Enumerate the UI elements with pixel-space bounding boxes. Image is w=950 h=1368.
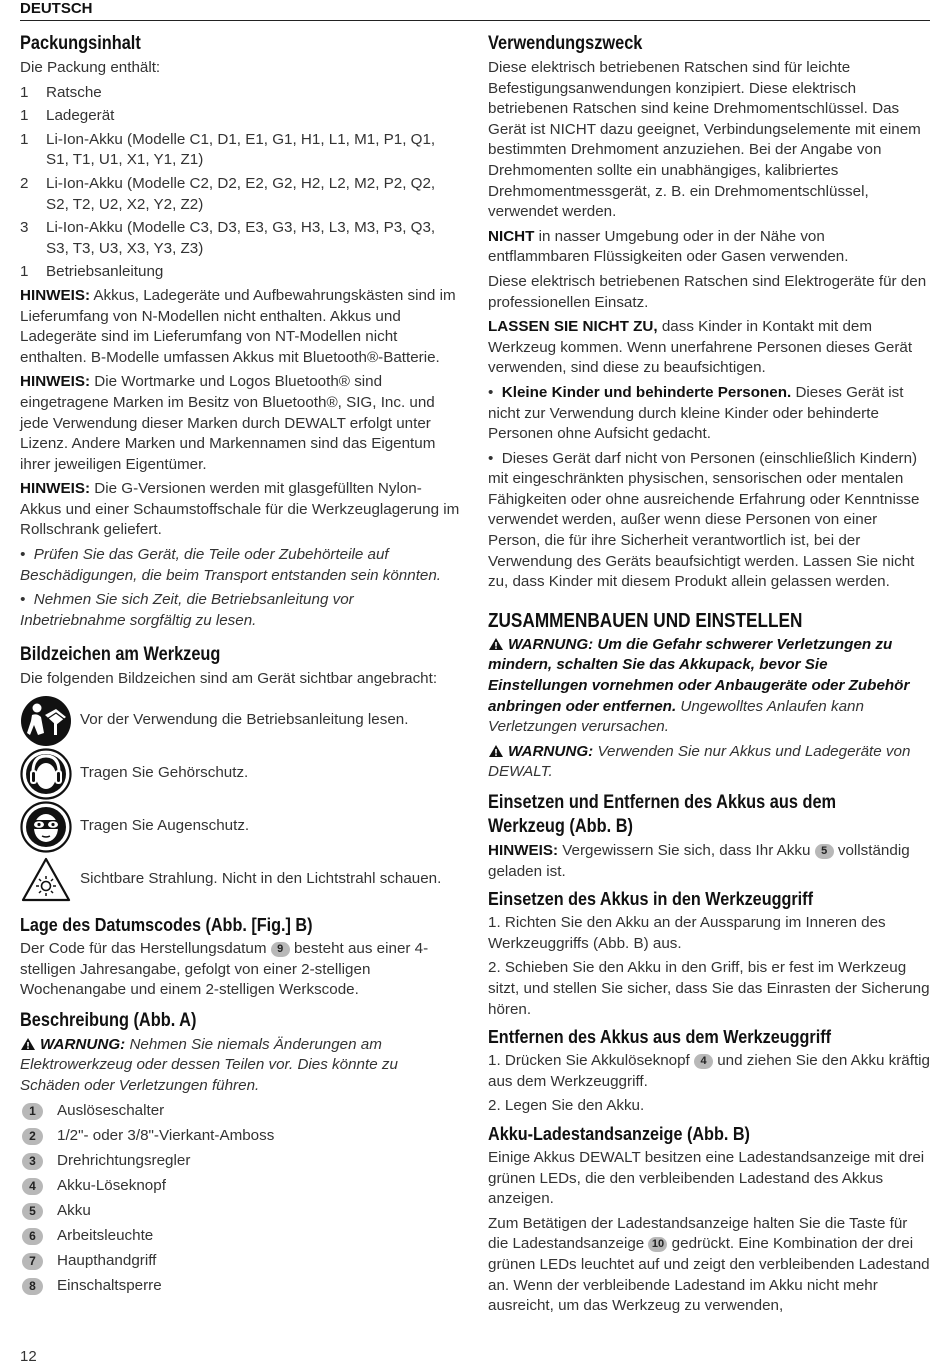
pack-qty: 1	[20, 263, 29, 281]
note-text-a: Vergewissern Sie sich, dass Ihr Akku	[558, 842, 815, 859]
usage-b1-text: Dieses Gerät ist nicht zur Verwendung durch kleine Kinder oder behinderte Personen ohne Aufsicht gedacht.	[488, 383, 904, 443]
language-label: DEUTSCH	[20, 0, 93, 17]
pack-text: Li-Ion-Akku (Modelle C2, D2, E2, G2, H2, L2, M2, P2, Q2, S2, T2, U2, X2, Y2, Z2)	[46, 174, 436, 213]
part-badge: 4	[22, 1178, 43, 1195]
pack-qty: 1	[20, 83, 29, 101]
pack-text: Ratsche	[46, 83, 102, 101]
visible-radiation-icon	[20, 854, 72, 906]
remove-s1-b: und ziehen Sie den Akku kräftig aus dem Werkzeuggriff.	[488, 1052, 930, 1090]
assembly-w2-bold: WARNUNG:	[508, 742, 594, 760]
part-badge: 10	[648, 1237, 667, 1252]
usage-title: Verwendungszweck	[488, 33, 643, 54]
pack-text: Li-Ion-Akku (Modelle C3, D3, E3, G3, H3, L3, M3, P3, Q3, S3, T3, U3, X3, Y3, Z3)	[46, 219, 436, 257]
usage-p2	[488, 227, 930, 268]
symbol-text: Vor der Verwendung die Betriebsanleitung lesen.	[80, 711, 409, 729]
usage-b2-text: Dieses Gerät darf nicht von Personen (einschließlich Kindern) mit eingeschränkten physischen, sensorischen oder mentalen Fähigkeiten oder ohne ausreichende Erfahrung oder Kenntnisse verwendet werden, außer wenn diese Personen von einer Person, die für ihre Sicherheit verantwortlich ist, bei der Verwendung des Geräts beaufsichtigt werden. Lassen Sie nicht zu, dass Kinder mit diesem Produkt allein gelassen werden.	[488, 449, 920, 591]
symbols-title: Bildzeichen am Werkzeug	[20, 644, 221, 666]
charge-p2-b: gedrückt. Eine Kombination der drei grünen LEDs leuchtet auf und zeigt den verbleibenden Ladestand an. Wenn der verbleibende Ladestand im Akku nicht mehr ausreicht, um das Werkzeug zu verwenden,	[488, 1235, 930, 1315]
pack-item	[20, 106, 460, 127]
remove-step-1	[488, 1051, 930, 1092]
datecode-text-a: Der Code für das Herstellungsdatum	[20, 940, 271, 958]
pack-qty: 3	[20, 219, 29, 237]
insert-remove-title: Einsetzen und Entfernen des Akkus aus dem Werkzeug (Abb. B)	[488, 792, 837, 837]
bullet-text: Prüfen Sie das Gerät, die Teile oder Zubehörteile auf Beschädigungen, die beim Transport entstanden sein könnten.	[20, 546, 442, 584]
part-label: Akku-Löseknopf	[57, 1176, 166, 1194]
usage-p4	[488, 317, 930, 379]
right-column	[488, 30, 930, 1321]
read-manual-icon	[20, 695, 72, 747]
part-item	[22, 1226, 460, 1247]
part-badge: 4	[694, 1054, 713, 1069]
pack-qty: 1	[20, 130, 29, 148]
symbol-row	[20, 853, 460, 906]
datecode-title: Lage des Datumscodes (Abb. [Fig.] B)	[20, 915, 313, 936]
insert-remove-note	[488, 841, 930, 882]
pack-text: Betriebsanleitung	[46, 263, 164, 281]
part-label: Akku	[57, 1201, 91, 1219]
usage-p4-text: dass Kinder in Kontakt mit dem Werkzeug kommen. Wenn unerfahrene Personen dieses Gerät verwenden, sind diese zu beaufsichtigen.	[488, 318, 913, 377]
part-badge: 5	[815, 844, 834, 859]
pack-list	[20, 83, 460, 283]
note-text-b: vollständig geladen ist.	[488, 842, 910, 880]
description-title: Beschreibung (Abb. A)	[20, 1009, 197, 1031]
description-warning	[20, 1035, 460, 1097]
part-label: Auslöseschalter	[57, 1101, 165, 1119]
insert-step-1: 1. Richten Sie den Akku an der Aussparung im Inneren des Werkzeuggriffs (Abb. B) aus.	[488, 914, 886, 952]
charge-title: Akku-Ladestandsanzeige (Abb. B)	[488, 1123, 750, 1144]
part-badge: 1	[22, 1103, 43, 1120]
pack-title: Packungsinhalt	[20, 33, 141, 54]
part-label: 1/2"- oder 3/8"-Vierkant-Amboss	[57, 1126, 275, 1144]
page-number: 12	[20, 1348, 37, 1365]
note-text: Die Wortmarke und Logos Bluetooth® sind eingetragene Marken im Besitz von Bluetooth®, SIG, Inc. und jede Verwendung dieser Marken durch DEWALT erfolgt unter Lizenz. Andere Marken und Markennamen sind das Eigentum ihrer jeweiligen Eigentümer.	[20, 373, 436, 473]
part-badge: 2	[22, 1128, 43, 1145]
eye-protection-icon	[20, 801, 72, 853]
part-label: Haupthandgriff	[57, 1251, 157, 1269]
assembly-w1-bold: WARNUNG: Um die Gefahr schwerer Verletzungen zu mindern, schalten Sie das Akkupack, bevor Sie Einstellungen vornehmen oder Anbaugeräte oder Zubehör anbringen oder entfernen.	[488, 635, 910, 715]
remove-step-2: 2. Legen Sie den Akku.	[488, 1097, 645, 1115]
pack-item	[20, 83, 460, 104]
pack-item	[20, 174, 460, 215]
insert-title: Einsetzen des Akkus in den Werkzeuggriff	[488, 889, 813, 910]
charge-p2-a: Zum Betätigen der Ladestandsanzeige halten Sie die Taste für die Ladestandsanzeige	[488, 1214, 908, 1253]
pack-qty: 2	[20, 174, 29, 192]
warning-label: WARNUNG:	[40, 1035, 126, 1053]
part-item	[22, 1201, 460, 1222]
pack-text: Ladegerät	[46, 107, 115, 125]
note-label: HINWEIS:	[20, 373, 91, 391]
pack-note	[20, 372, 460, 475]
usage-b1-bold: Kleine Kinder und behinderte Personen.	[501, 383, 792, 401]
header-rule	[20, 20, 930, 21]
assembly-warning	[488, 635, 930, 738]
pack-intro: Die Packung enthält:	[20, 59, 161, 76]
part-label: Drehrichtungsregler	[57, 1151, 191, 1169]
symbol-text: Tragen Sie Augenschutz.	[80, 817, 250, 835]
part-badge: 6	[22, 1228, 43, 1245]
symbol-row	[20, 747, 460, 800]
datecode-text	[20, 939, 460, 1001]
warning-icon	[20, 1037, 36, 1051]
parts-list	[20, 1101, 460, 1297]
symbol-text: Tragen Sie Gehörschutz.	[80, 764, 249, 782]
part-item	[22, 1276, 460, 1297]
usage-bullet: • Dieses Gerät darf nicht von Personen (einschließlich Kindern) mit eingeschränkten physischen, sensorischen oder mentalen Fähigkeiten oder ohne ausreichende Erfahrung oder Kenntnisse verwendet werden, außer wenn diese Personen von einer Person, die für ihre Sicherheit verantwortlich ist, bei der Verwendung des Geräts beaufsichtigt werden. Lassen Sie nicht zu, dass Kinder mit diesem Produkt allein gelassen werden.	[488, 449, 920, 591]
bullet-text: Nehmen Sie sich Zeit, die Betriebsanleitung vor Inbetriebnahme sorgfältig zu lesen.	[20, 591, 354, 629]
usage-p2-text: in nasser Umgebung oder in der Nähe von entflammbaren Flüssigkeiten oder Gasen verwenden.	[488, 227, 849, 266]
part-item	[22, 1101, 460, 1122]
pack-item	[20, 218, 460, 259]
part-badge: 5	[22, 1203, 43, 1220]
left-column	[20, 30, 460, 1301]
part-item	[22, 1151, 460, 1172]
warning-icon	[488, 744, 504, 758]
pack-item	[20, 130, 460, 171]
warning-text: Nehmen Sie niemals Änderungen am Elektrowerkzeug oder dessen Teilen vor. Dies könnte zu Schäden oder Verletzungen führen.	[20, 1035, 398, 1094]
part-item	[22, 1126, 460, 1147]
remove-title: Entfernen des Akkus aus dem Werkzeuggriff	[488, 1027, 831, 1048]
pack-note	[20, 286, 460, 368]
part-badge: 8	[22, 1278, 43, 1295]
part-badge: 3	[22, 1153, 43, 1170]
pack-bullet: • Prüfen Sie das Gerät, die Teile oder Zubehörteile auf Beschädigungen, die beim Transport entstanden sein könnten.	[20, 546, 442, 584]
pack-note	[20, 479, 460, 541]
part-badge: 9	[271, 942, 290, 957]
hearing-protection-icon	[20, 748, 72, 800]
assembly-w1-text: Ungewolltes Anlaufen kann Verletzungen verursachen.	[488, 697, 864, 736]
part-label: Arbeitsleuchte	[57, 1226, 154, 1244]
part-item	[22, 1176, 460, 1197]
note-label: HINWEIS:	[488, 842, 559, 859]
usage-p4-bold: LASSEN SIE NICHT ZU,	[488, 318, 658, 336]
symbol-row	[20, 800, 460, 853]
assembly-w2-text: Verwenden Sie nur Akkus und Ladegeräte von DEWALT.	[488, 742, 911, 781]
charge-p1: Einige Akkus DEWALT besitzen eine Ladestandsanzeige mit drei grünen LEDs, die den verbleibenden Ladestand des Akkus anzeigen.	[488, 1148, 925, 1208]
assembly-title: ZUSAMMENBAUEN UND EINSTELLEN	[488, 609, 803, 632]
remove-s1-a: 1. Drücken Sie Akkulöseknopf	[488, 1052, 694, 1070]
pack-item	[20, 262, 460, 283]
usage-bullet: • Kleine Kinder und behinderte Personen. Dieses Gerät ist nicht zur Verwendung durch kleine Kinder oder behinderte Personen ohne Aufsicht gedacht.	[488, 383, 904, 443]
symbols-intro: Die folgenden Bildzeichen sind am Gerät sichtbar angebracht:	[20, 670, 438, 688]
part-item	[22, 1251, 460, 1272]
usage-p2-bold: NICHT	[488, 227, 535, 245]
symbol-text: Sichtbare Strahlung. Nicht in den Lichtstrahl schauen.	[80, 870, 442, 888]
note-text: Die G-Versionen werden mit glasgefüllten Nylon-Akkus und einer Schaumstoffschale für die Werkzeuglagerung im Rollschrank geliefert.	[20, 480, 460, 539]
note-label: HINWEIS:	[20, 286, 91, 304]
assembly-warning	[488, 742, 930, 783]
usage-p1: Diese elektrisch betriebenen Ratschen sind für leichte Befestigungsanwendungen konzipiert. Diese elektrisch betriebenen Ratschen sind keine Drehmomentschlüssel. Das Gerät ist NICHT dazu geeignet, Verbindungselemente mit einem bestimmten Drehmoment anzuziehen. Bei der Angabe von Drehmomenten sollte ein unabhängiges, kalibriertes Drehmomentmessgerät, z. B. ein Drehmomentschlüssel, verwendet werden.	[488, 59, 921, 221]
charge-p2	[488, 1214, 930, 1317]
note-label: HINWEIS:	[20, 480, 91, 498]
warning-icon	[488, 637, 504, 651]
insert-step-2: 2. Schieben Sie den Akku in den Griff, bis er fest im Werkzeug sitzt, und stellen Sie sicher, dass Sie das Einrasten der Sicherung hören.	[488, 959, 930, 1018]
datecode-text-b: besteht aus einer 4-stelligen Jahresangabe, gefolgt von einer 2-stelligen Wochenangabe und einem 2-stelligen Werkscode.	[20, 940, 429, 999]
pack-bullet: • Nehmen Sie sich Zeit, die Betriebsanleitung vor Inbetriebnahme sorgfältig zu lesen.	[20, 591, 354, 629]
pack-qty: 1	[20, 107, 29, 125]
usage-p3: Diese elektrisch betriebenen Ratschen sind Elektrogeräte für den professionellen Einsatz.	[488, 272, 927, 311]
part-label: Einschaltsperre	[57, 1276, 162, 1294]
note-text: Akkus, Ladegeräte und Aufbewahrungskästen sind im Lieferumfang von N-Modellen nicht enthalten. Akkus und Ladegeräte sind im Lieferumfang von NT-Modellen nicht enthalten. B-Modelle umfassen Akkus mit Bluetooth®-Batterie.	[20, 286, 456, 366]
pack-text: Li-Ion-Akku (Modelle C1, D1, E1, G1, H1, L1, M1, P1, Q1, S1, T1, U1, X1, Y1, Z1)	[46, 130, 436, 169]
part-badge: 7	[22, 1253, 43, 1270]
symbol-row	[20, 694, 460, 747]
